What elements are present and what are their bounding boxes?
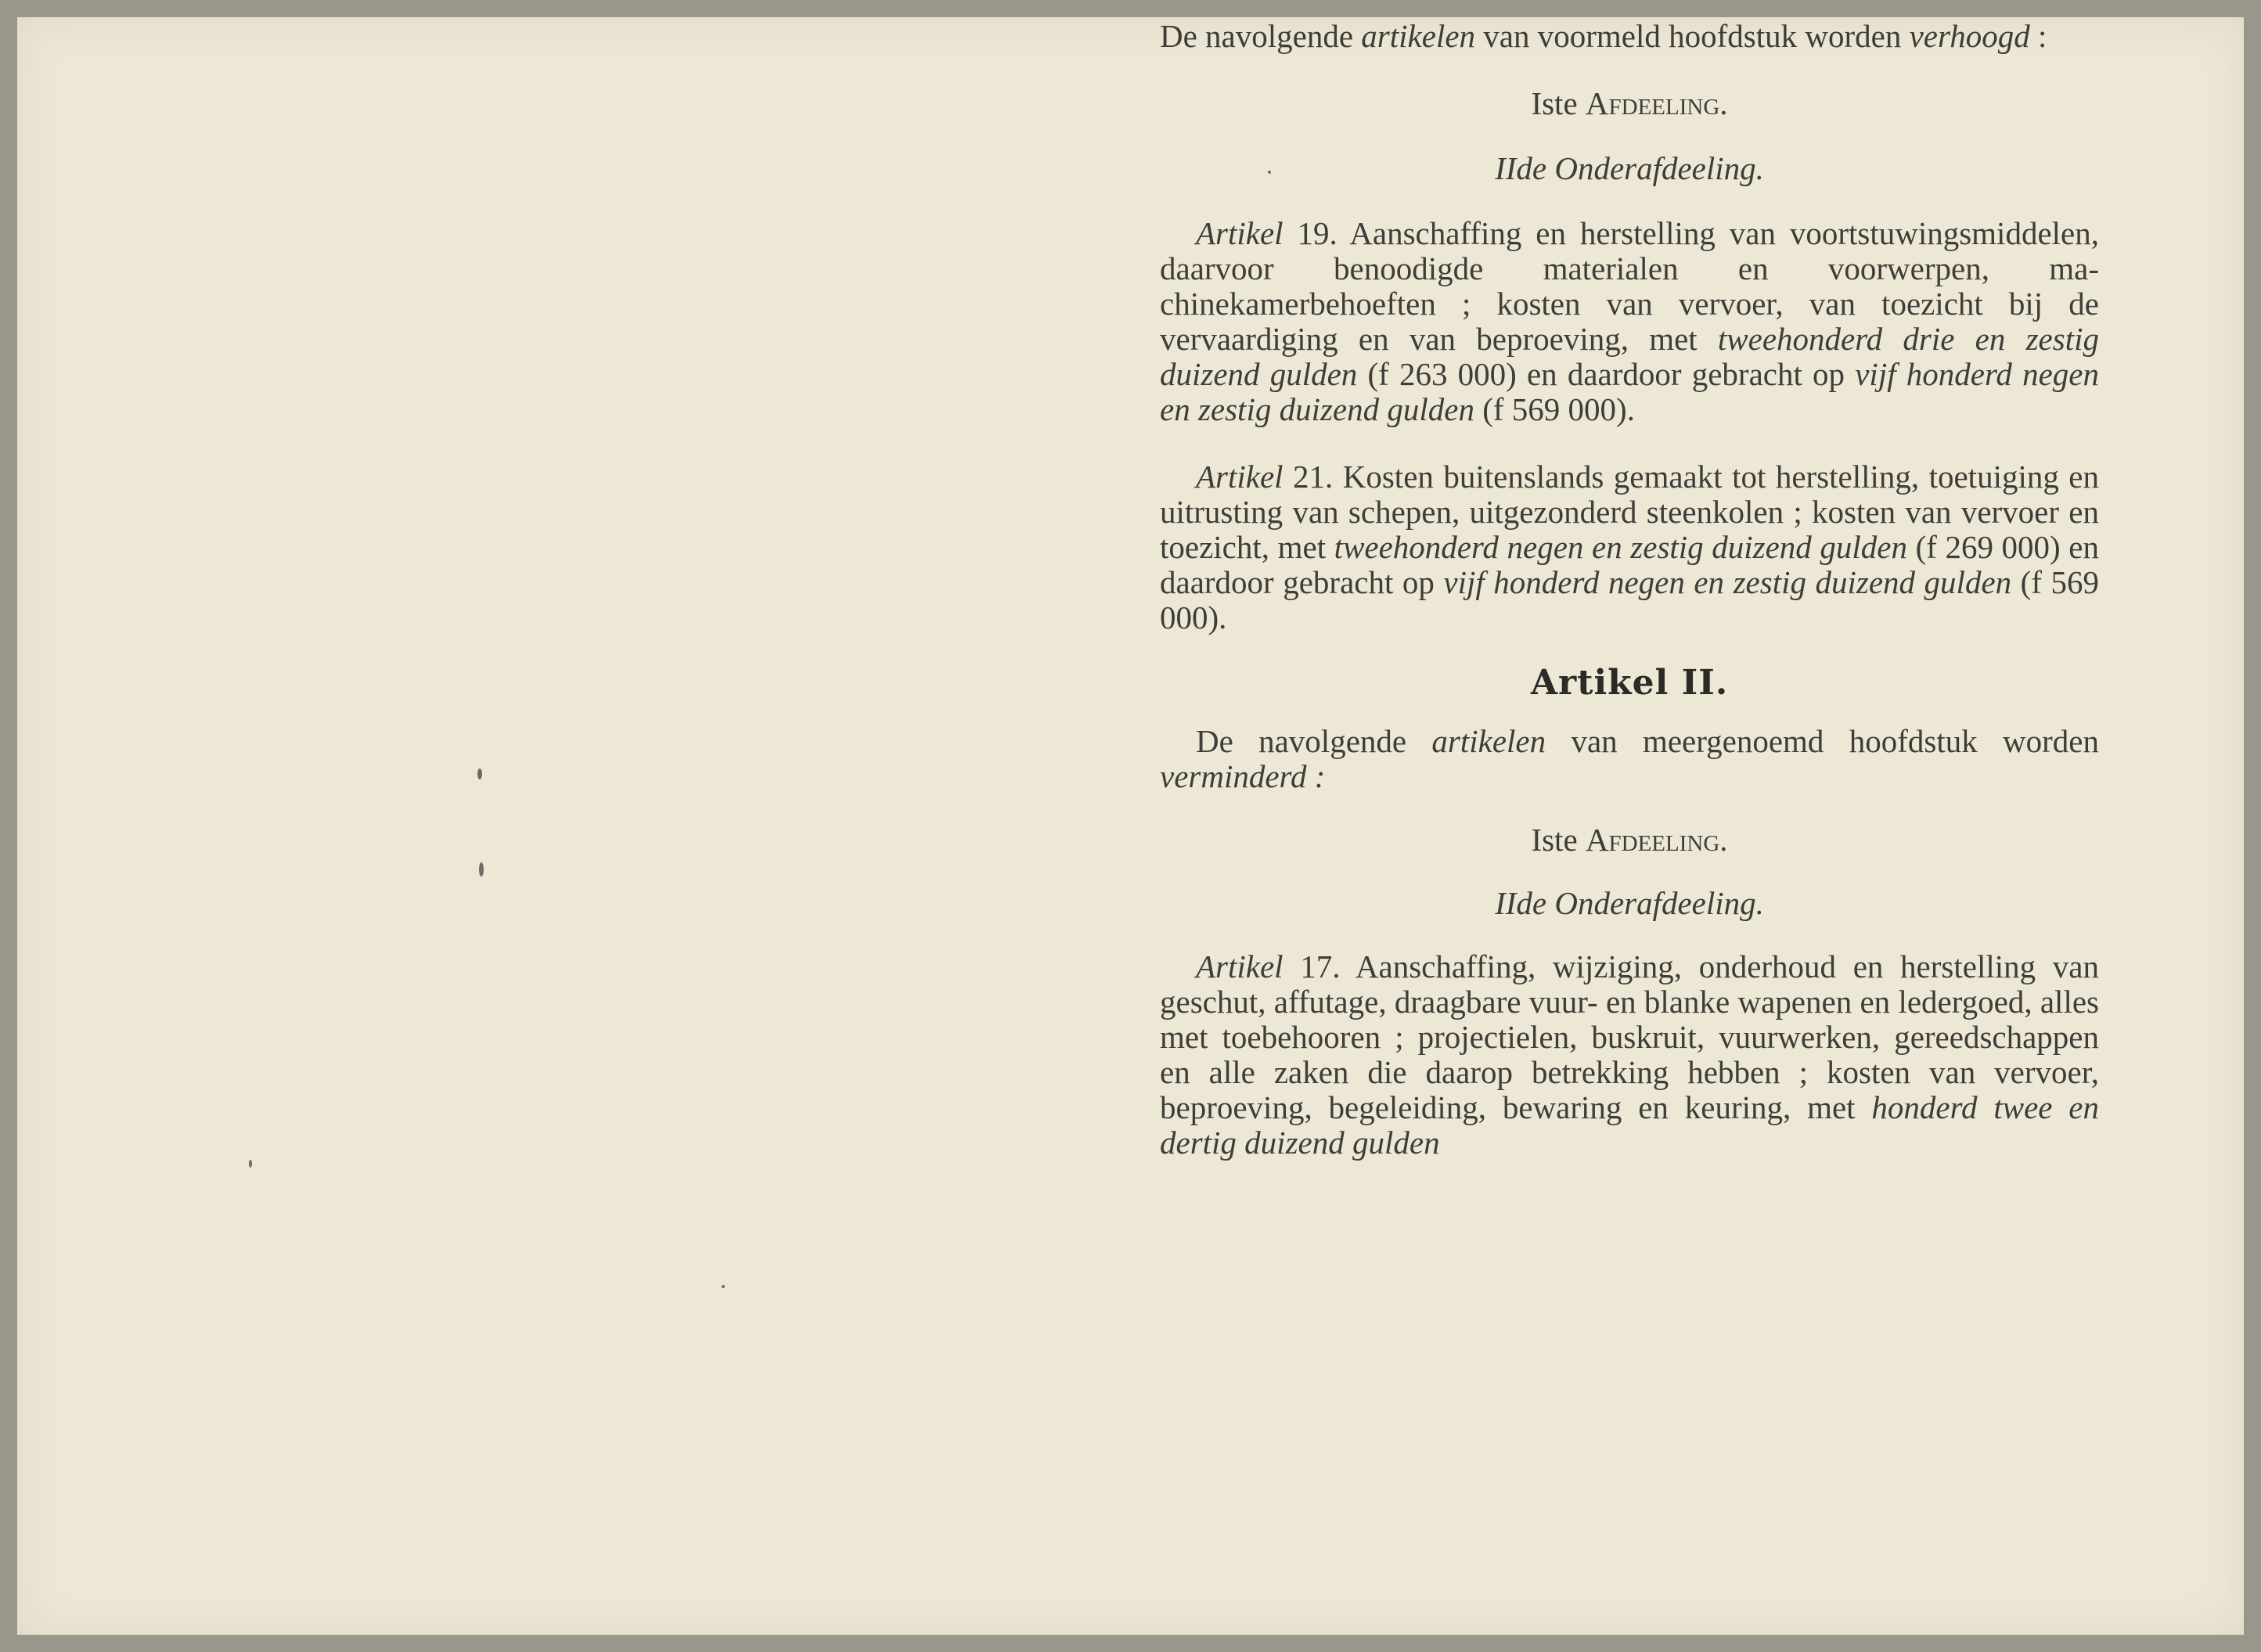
- section1-onderafdeeling: [1160, 151, 2099, 186]
- amount-words: vijf honderd negen en zestig duizend gulden: [1443, 564, 2012, 600]
- paper-speck: [479, 862, 484, 876]
- onderafdeeling-title: IIde Onderafdeeling.: [1495, 885, 1764, 921]
- intro-text: :: [2029, 18, 2047, 54]
- text-column: [1160, 17, 2099, 1161]
- amount-words: vijf honderd negen en zestig duizend gulden: [1160, 356, 2099, 427]
- artikel-number: 21.: [1283, 459, 1343, 495]
- intro-text: De navolgende: [1196, 723, 1432, 759]
- intro-italic: verminderd :: [1160, 758, 1326, 794]
- amount-words: tweehonderd negen en zestig duizend gulden: [1334, 529, 1907, 565]
- intro-verhoogd: [1160, 19, 2099, 54]
- intro-text: van meergenoemd hoofdstuk worden: [1546, 723, 2099, 759]
- artikel-text: Aanschaffing, wijziging, onderhoud en herstelling van geschut, affutage, draagbare vuur- en blanke wapenen en ledergoed, alles met toebehooren ; projectielen, buskruit, vuurwerken, gereedschappen en alle zaken die daarop betrekking hebben ; kosten van vervoer, beproeving, begeleiding, bewaring en keuring, met: [1160, 948, 2099, 1125]
- document-page: [17, 17, 2244, 1635]
- amount-figure: (f 569 000).: [1474, 391, 1635, 427]
- amount-figure: (f 569 000).: [1160, 564, 2100, 635]
- paper-speck: [722, 1285, 725, 1288]
- intro-italic: artikelen: [1431, 723, 1546, 759]
- amount-words: tweehonderd drie en zestig duizend gulden: [1160, 321, 2099, 392]
- paper-speck: [1268, 171, 1271, 174]
- artikel-label: Artikel: [1196, 948, 1284, 984]
- onderafdeeling-title: IIde Onderafdeeling.: [1495, 150, 1764, 186]
- heading-artikel-ii: Artikel II.: [1530, 663, 1729, 703]
- artikel-number: 19.: [1283, 215, 1350, 251]
- afdeeling-word: Afdeeling.: [1585, 822, 1728, 858]
- section2-afdeeling: [1160, 822, 2099, 858]
- artikel-17-paragraph: [1160, 949, 2099, 1161]
- amount-words: honderd twee en dertig duizend gulden: [1160, 1089, 2099, 1161]
- artikel-text: Kosten buitenslands gemaakt tot herstelling, toetuiging en uitrusting van schepen, uitgezonderd steenkolen ; kosten van vervoer en toezicht, met: [1160, 459, 2099, 565]
- artikel-text: Aanschaffing en herstelling van voortstuwingsmiddelen, daarvoor benoodigde materialen en voorwerpen, machinekamerbehoeften ; kosten van vervoer, van toezicht bij de vervaardiging en van beproeving, met: [1160, 215, 2099, 357]
- artikel-label: Artikel: [1196, 459, 1284, 495]
- intro-italic: artikelen: [1361, 18, 1476, 54]
- intro-text: van voormeld hoofdstuk worden: [1475, 18, 1910, 54]
- intro-verminderd: [1160, 724, 2099, 794]
- artikel-19-paragraph: [1160, 216, 2099, 427]
- afdeeling-number: Iste: [1531, 85, 1586, 121]
- artikel-21-paragraph: [1160, 459, 2099, 635]
- afdeeling-number: Iste: [1531, 822, 1586, 858]
- amount-figure: (f 269 000) en daardoor gebracht op: [1160, 529, 2099, 600]
- intro-italic: verhoogd: [1909, 18, 2030, 54]
- intro-text: De navolgende: [1160, 18, 1362, 54]
- paper-speck: [477, 768, 482, 779]
- paper-speck: [249, 1160, 252, 1168]
- section2-onderafdeeling: [1160, 886, 2099, 921]
- amount-figure: (f 263 000) en daardoor gebracht op: [1357, 356, 1856, 392]
- section1-afdeeling: [1160, 86, 2099, 121]
- artikel-label: Artikel: [1196, 215, 1284, 251]
- afdeeling-word: Afdeeling.: [1585, 85, 1728, 121]
- artikel-number: 17.: [1283, 948, 1356, 984]
